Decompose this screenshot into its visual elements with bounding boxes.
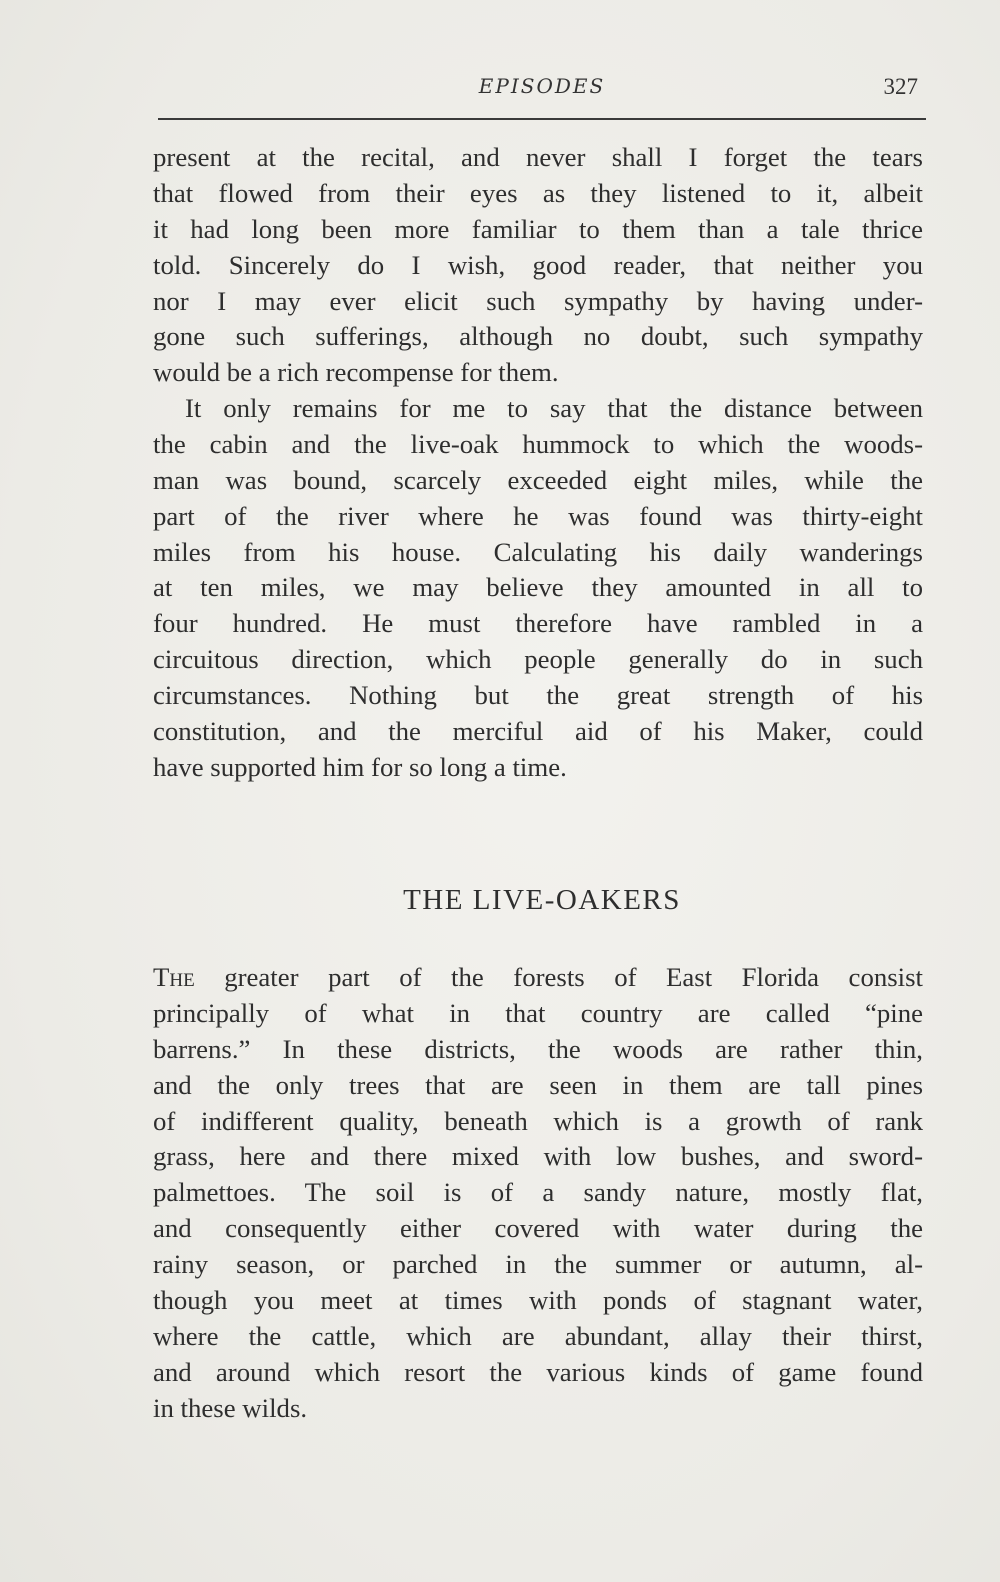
lead-word: The <box>153 962 195 992</box>
text-line: four hundred. He must therefore have rambled in a <box>153 608 923 639</box>
text-line: man was bound, scarcely exceeded eight miles, while the <box>153 464 923 495</box>
text-line: and the only trees that are seen in them are tall pines <box>153 1069 923 1100</box>
text-line: and consequently either covered with water during the <box>153 1213 923 1244</box>
text-line: circumstances. Nothing but the great strength of his <box>153 680 923 711</box>
text-line: nor I may ever elicit such sympathy by having under- <box>153 285 923 316</box>
text-line: principally of what in that country are called “pine <box>153 997 923 1028</box>
text-line: it had long been more familiar to them than a tale thrice <box>153 213 923 244</box>
text-line-first <box>153 960 923 996</box>
text-line: and around which resort the various kinds of game found <box>153 1356 923 1387</box>
text-line: present at the recital, and never shall I forget the tears <box>153 142 923 172</box>
text-line: would be a rich recompense for them. <box>153 357 559 388</box>
running-header <box>158 70 926 120</box>
text-line: miles from his house. Calculating his daily wanderings <box>153 536 923 567</box>
text-line: though you meet at times with ponds of stagnant water, <box>153 1285 923 1316</box>
paragraph-closing <box>153 391 923 786</box>
text-line: constitution, and the merciful aid of his Maker, could <box>153 716 923 747</box>
text-line: circuitous direction, which people generally do in such <box>153 644 923 675</box>
paragraph-continued <box>153 140 923 391</box>
text-line: where the cattle, which are abundant, allay their thirst, <box>153 1320 923 1351</box>
text-line: palmettoes. The soil is of a sandy nature, mostly flat, <box>153 1177 923 1208</box>
section-heading: THE LIVE-OAKERS <box>403 884 681 916</box>
text-line: part of the river where he was found was thirty-eight <box>153 500 923 531</box>
text-line: the cabin and the live-oak hummock to which the woods- <box>153 428 923 459</box>
text-line: at ten miles, we may believe they amounted in all to <box>153 572 923 603</box>
running-title: EPISODES <box>478 74 606 98</box>
first-line-text: greater part of the forests of East Florida consist <box>194 962 923 992</box>
section-paragraph <box>153 960 923 1427</box>
text-line: barrens.” In these districts, the woods are rather thin, <box>153 1033 923 1064</box>
text-line: of indifferent quality, beneath which is a growth of rank <box>153 1105 923 1136</box>
text-line: told. Sincerely do I wish, good reader, that neither you <box>153 249 923 280</box>
text-line: It only remains for me to say that the distance between <box>185 393 923 423</box>
text-line: have supported him for so long a time. <box>153 751 567 782</box>
text-line: gone such sufferings, although no doubt, such sympathy <box>153 321 923 352</box>
text-line: grass, here and there mixed with low bushes, and sword- <box>153 1141 923 1172</box>
page-number: 327 <box>883 74 918 99</box>
text-line: that flowed from their eyes as they listened to it, albeit <box>153 177 923 208</box>
text-line: rainy season, or parched in the summer or autumn, al- <box>153 1249 923 1280</box>
text-line: in these wilds. <box>153 1392 308 1423</box>
